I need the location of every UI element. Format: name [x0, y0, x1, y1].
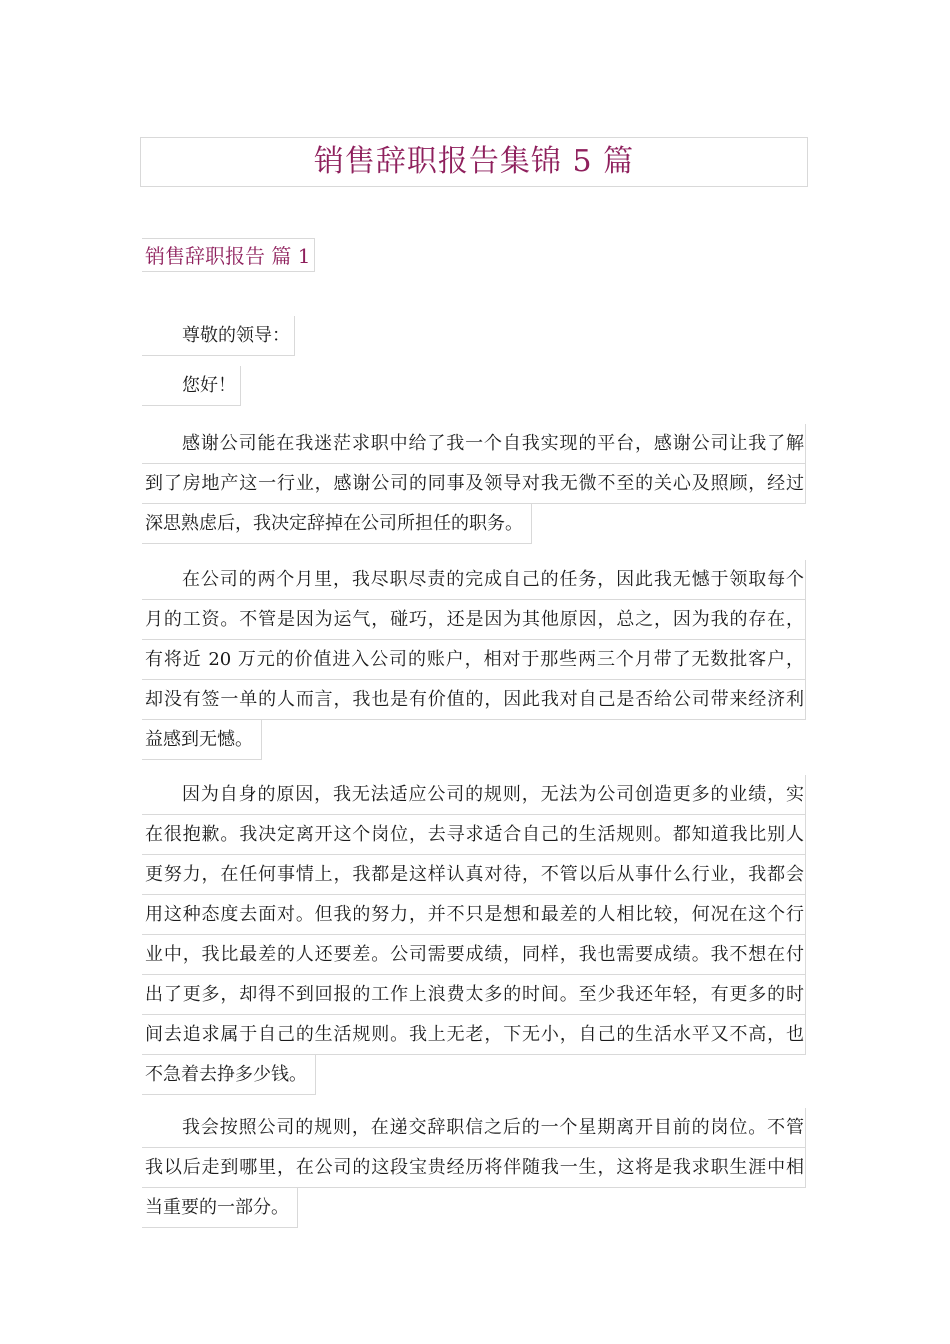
greeting-line: 您好！: [142, 366, 241, 406]
paragraph-line: 出了更多，却得不到回报的工作上浪费太多的时间。至少我还年轻，有更多的时: [142, 975, 806, 1015]
paragraph-line: 业中，我比最差的人还要差。公司需要成绩，同样，我也需要成绩。我不想在付: [142, 935, 806, 975]
paragraph-4: [142, 1108, 806, 1243]
paragraph-line: 间去追求属于自己的生活规则。我上无老，下无小，自己的生活水平又不高，也: [142, 1015, 806, 1055]
paragraph-line: 在公司的两个月里，我尽职尽责的完成自己的任务，因此我无憾于领取每个: [142, 560, 806, 600]
greeting: [142, 366, 806, 421]
paragraph-line: 到了房地产这一行业，感谢公司的同事及领导对我无微不至的关心及照顾，经过: [142, 464, 806, 504]
paragraph-line: 在很抱歉。我决定离开这个岗位，去寻求适合自己的生活规则。都知道我比别人: [142, 815, 806, 855]
paragraph-line: 感谢公司能在我迷茫求职中给了我一个自我实现的平台，感谢公司让我了解: [142, 424, 806, 464]
paragraph-line: 却没有签一单的人而言，我也是有价值的，因此我对自己是否给公司带来经济利: [142, 680, 806, 720]
paragraph-line: 用这种态度去面对。但我的努力，并不只是想和最差的人相比较，何况在这个行: [142, 895, 806, 935]
paragraph-line: 我以后走到哪里，在公司的这段宝贵经历将伴随我一生，这将是我求职生涯中相: [142, 1148, 806, 1188]
title-box: [140, 137, 808, 187]
paragraph-1: [142, 424, 806, 559]
salutation-line: 尊敬的领导：: [142, 316, 295, 356]
paragraph-line: 当重要的一部分。: [142, 1188, 298, 1228]
document-title: 销售辞职报告集锦 5 篇: [313, 144, 635, 179]
paragraph-line: 有将近 20 万元的价值进入公司的账户，相对于那些两三个月带了无数批客户，: [142, 640, 806, 680]
paragraph-line: 月的工资。不管是因为运气，碰巧，还是因为其他原因，总之，因为我的存在，: [142, 600, 806, 640]
paragraph-line: 不急着去挣多少钱。: [142, 1055, 316, 1095]
paragraph-3: [142, 775, 806, 1110]
paragraph-line: 益感到无憾。: [142, 720, 262, 760]
paragraph-line: 更努力，在任何事情上，我都是这样认真对待，不管以后从事什么行业，我都会: [142, 855, 806, 895]
section-heading: 销售辞职报告 篇 1: [142, 238, 315, 272]
paragraph-line: 我会按照公司的规则，在递交辞职信之后的一个星期离开目前的岗位。不管: [142, 1108, 806, 1148]
paragraph-line: 深思熟虑后，我决定辞掉在公司所担任的职务。: [142, 504, 532, 544]
paragraph-2: [142, 560, 806, 775]
paragraph-line: 因为自身的原因，我无法适应公司的规则，无法为公司创造更多的业绩，实: [142, 775, 806, 815]
salutation: [142, 316, 806, 371]
